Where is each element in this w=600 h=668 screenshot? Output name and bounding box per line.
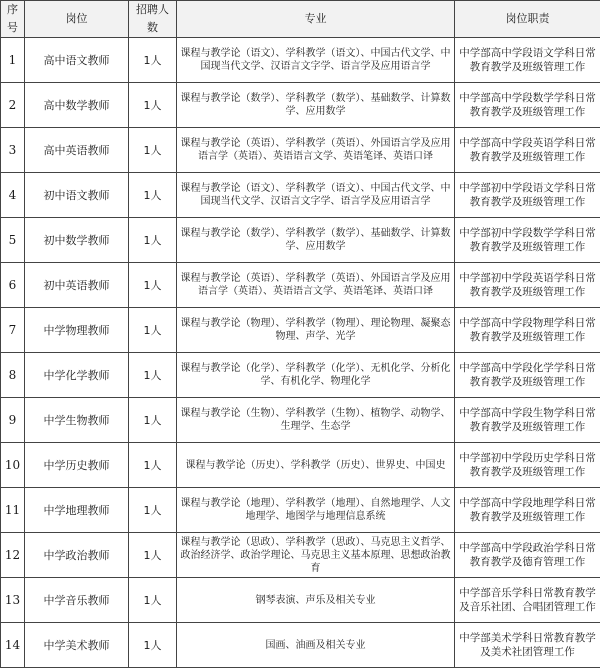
cell-duty: 中学部高中学段英语学科日常教育教学及班级管理工作 xyxy=(455,128,600,173)
cell-position: 中学历史教师 xyxy=(25,443,129,488)
cell-major: 课程与教学论（地理）、学科教学（地理）、自然地理学、人文地理学、地图学与地理信息系统 xyxy=(177,488,455,533)
cell-no: 7 xyxy=(1,308,25,353)
cell-position: 中学政治教师 xyxy=(25,533,129,578)
cell-no: 2 xyxy=(1,83,25,128)
cell-count: 1人 xyxy=(129,308,177,353)
cell-major: 课程与教学论（数学）、学科教学（数学）、基础数学、计算数学、应用数学 xyxy=(177,218,455,263)
cell-count: 1人 xyxy=(129,83,177,128)
table-row xyxy=(1,83,600,128)
cell-count: 1人 xyxy=(129,578,177,623)
cell-no: 1 xyxy=(1,38,25,83)
cell-no: 9 xyxy=(1,398,25,443)
table-row xyxy=(1,488,600,533)
cell-no: 8 xyxy=(1,353,25,398)
table-row xyxy=(1,218,600,263)
cell-count: 1人 xyxy=(129,488,177,533)
cell-count: 1人 xyxy=(129,443,177,488)
cell-count: 1人 xyxy=(129,263,177,308)
cell-major: 课程与教学论（化学）、学科教学（化学）、无机化学、分析化学、有机化学、物理化学 xyxy=(177,353,455,398)
table-row xyxy=(1,533,600,578)
header-duty: 岗位职责 xyxy=(455,1,600,38)
cell-no: 12 xyxy=(1,533,25,578)
table-row xyxy=(1,128,600,173)
header-major: 专业 xyxy=(177,1,455,38)
table-row xyxy=(1,263,600,308)
cell-no: 3 xyxy=(1,128,25,173)
cell-major: 国画、油画及相关专业 xyxy=(177,623,455,668)
cell-duty: 中学部初中学段历史学科日常教育教学及班级管理工作 xyxy=(455,443,600,488)
cell-duty: 中学部高中学段数学学科日常教育教学及班级管理工作 xyxy=(455,83,600,128)
cell-duty: 中学部音乐学科日常教育教学及音乐社团、合唱团管理工作 xyxy=(455,578,600,623)
cell-no: 4 xyxy=(1,173,25,218)
cell-no: 13 xyxy=(1,578,25,623)
cell-major: 课程与教学论（生物）、学科教学（生物）、植物学、动物学、生理学、生态学 xyxy=(177,398,455,443)
cell-duty: 中学部初中学段数学学科日常教育教学及班级管理工作 xyxy=(455,218,600,263)
cell-position: 初中语文教师 xyxy=(25,173,129,218)
cell-count: 1人 xyxy=(129,218,177,263)
cell-position: 中学美术教师 xyxy=(25,623,129,668)
cell-position: 中学生物教师 xyxy=(25,398,129,443)
cell-duty: 中学部初中学段英语学科日常教育教学及班级管理工作 xyxy=(455,263,600,308)
header-no: 序号 xyxy=(1,1,25,38)
cell-major: 课程与教学论（历史）、学科教学（历史）、世界史、中国史 xyxy=(177,443,455,488)
table-row xyxy=(1,443,600,488)
cell-major: 课程与教学论（思政）、学科教学（思政）、马克思主义哲学、政治经济学、政治学理论、马克思主义基本原理、思想政治教育 xyxy=(177,533,455,578)
cell-no: 14 xyxy=(1,623,25,668)
cell-no: 11 xyxy=(1,488,25,533)
cell-position: 中学化学教师 xyxy=(25,353,129,398)
cell-duty: 中学部高中学段物理学科日常教育教学及班级管理工作 xyxy=(455,308,600,353)
cell-count: 1人 xyxy=(129,353,177,398)
cell-position: 初中数学教师 xyxy=(25,218,129,263)
cell-count: 1人 xyxy=(129,173,177,218)
table-row xyxy=(1,398,600,443)
header-count: 招聘人数 xyxy=(129,1,177,38)
cell-position: 中学地理教师 xyxy=(25,488,129,533)
cell-position: 中学物理教师 xyxy=(25,308,129,353)
cell-position: 高中数学教师 xyxy=(25,83,129,128)
cell-duty: 中学部高中学段政治学科日常教育教学及德育管理工作 xyxy=(455,533,600,578)
cell-count: 1人 xyxy=(129,38,177,83)
cell-major: 课程与教学论（语文）、学科教学（语文）、中国古代文学、中国现当代文学、汉语言文字学、语言学及应用语言学 xyxy=(177,173,455,218)
cell-position: 中学音乐教师 xyxy=(25,578,129,623)
cell-duty: 中学部初中学段语文学科日常教育教学及班级管理工作 xyxy=(455,173,600,218)
table-row xyxy=(1,578,600,623)
table-row xyxy=(1,623,600,668)
cell-count: 1人 xyxy=(129,398,177,443)
cell-major: 钢琴表演、声乐及相关专业 xyxy=(177,578,455,623)
cell-duty: 中学部美术学科日常教育教学及美术社团管理工作 xyxy=(455,623,600,668)
cell-duty: 中学部高中学段语文学科日常教育教学及班级管理工作 xyxy=(455,38,600,83)
cell-no: 10 xyxy=(1,443,25,488)
cell-no: 6 xyxy=(1,263,25,308)
cell-position: 高中语文教师 xyxy=(25,38,129,83)
cell-no: 5 xyxy=(1,218,25,263)
cell-major: 课程与教学论（英语）、学科教学（英语）、外国语言学及应用语言学（英语）、英语语言文学、英语笔译、英语口译 xyxy=(177,263,455,308)
cell-major: 课程与教学论（数学）、学科教学（数学）、基础数学、计算数学、应用数学 xyxy=(177,83,455,128)
cell-position: 初中英语教师 xyxy=(25,263,129,308)
table-row xyxy=(1,308,600,353)
cell-position: 高中英语教师 xyxy=(25,128,129,173)
cell-major: 课程与教学论（语文）、学科教学（语文）、中国古代文学、中国现当代文学、汉语言文字学、语言学及应用语言学 xyxy=(177,38,455,83)
cell-count: 1人 xyxy=(129,533,177,578)
cell-duty: 中学部高中学段地理学科日常教育教学及班级管理工作 xyxy=(455,488,600,533)
table-row xyxy=(1,353,600,398)
cell-duty: 中学部高中学段化学学科日常教育教学及班级管理工作 xyxy=(455,353,600,398)
header-position: 岗位 xyxy=(25,1,129,38)
cell-count: 1人 xyxy=(129,128,177,173)
cell-duty: 中学部高中学段生物学科日常教育教学及班级管理工作 xyxy=(455,398,600,443)
cell-count: 1人 xyxy=(129,623,177,668)
header-row xyxy=(1,1,600,38)
cell-major: 课程与教学论（英语）、学科教学（英语）、外国语言学及应用语言学（英语）、英语语言文学、英语笔译、英语口译 xyxy=(177,128,455,173)
table-row xyxy=(1,173,600,218)
cell-major: 课程与教学论（物理）、学科教学（物理）、理论物理、凝聚态物理、声学、光学 xyxy=(177,308,455,353)
table-row xyxy=(1,38,600,83)
